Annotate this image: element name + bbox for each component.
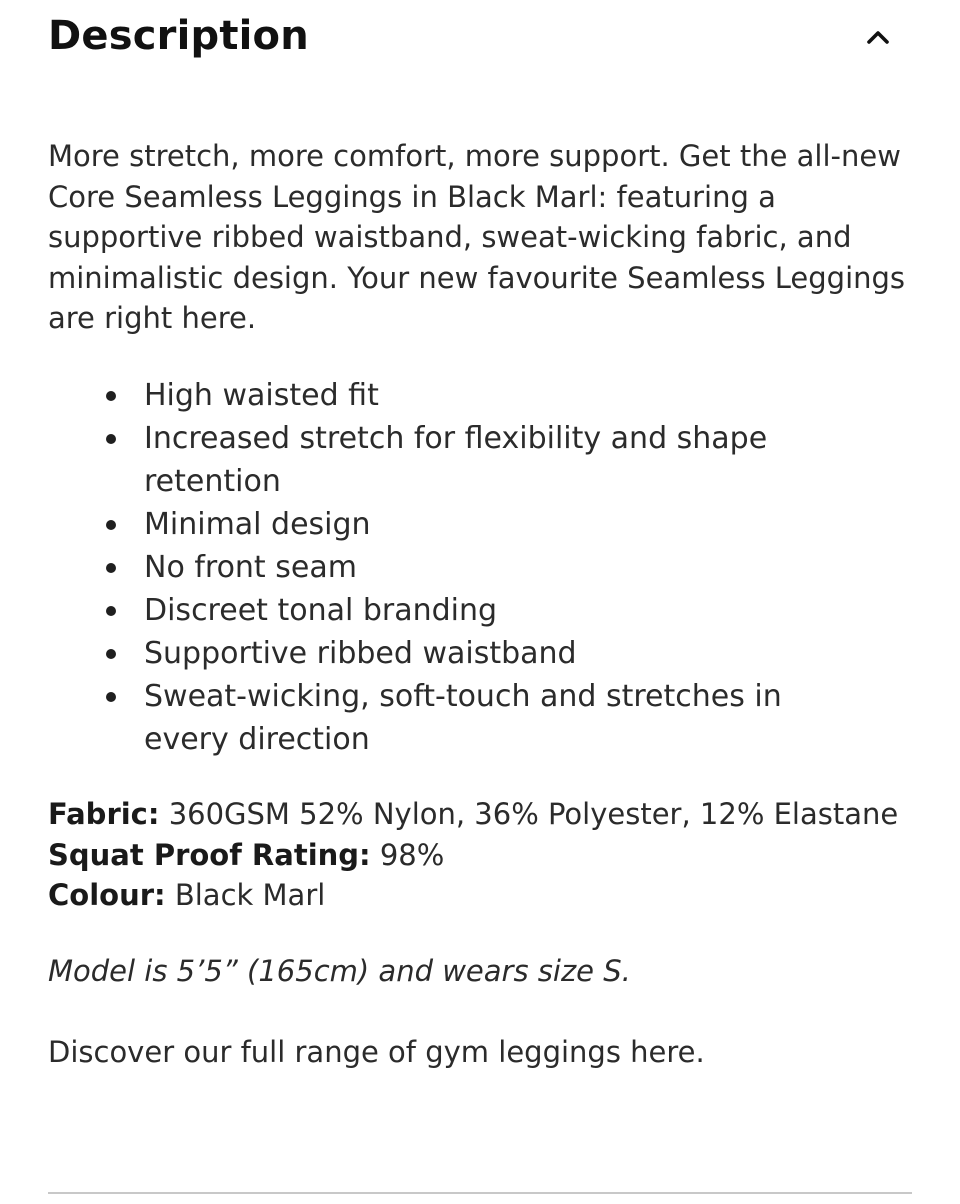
colour-label: Colour: [48,878,166,913]
section-divider [48,1192,912,1194]
description-body [48,136,912,1069]
model-size-note: Model is 5’5” (165cm) and wears size S. [48,954,631,988]
fabric-label: Fabric: [48,797,160,831]
specs-block [48,794,912,916]
feature-item: Minimal design [48,503,844,546]
discover-range-text: Discover our full range of gym leggings here. [48,1035,705,1069]
feature-item: No front seam [48,546,844,589]
feature-item: Supportive ribbed waistband [48,632,844,675]
squat-proof-label: Squat Proof Rating: [48,837,371,872]
section-title: Description [48,13,309,59]
feature-item: Discreet tonal branding [48,589,844,632]
squat-proof-spec [48,835,912,876]
feature-item: High waisted fit [48,374,844,417]
description-accordion-header[interactable] [48,0,912,80]
squat-proof-value: 98% [379,837,445,872]
feature-item: Increased stretch for flexibility and shape retention [48,417,844,503]
colour-spec [48,875,912,916]
intro-paragraph: More stretch, more comfort, more support. Get the all-new Core Seamless Leggings in Black Marl: featuring a supportive ribbed waistband, sweat-wicking fabric, and minimalistic design. Your new favourite Seamless Leggings are right here. [48,139,906,336]
feature-item: Sweat-wicking, soft-touch and stretches in every direction [48,675,844,761]
colour-value: Black Marl [174,878,326,913]
feature-list [48,374,912,761]
fabric-spec [48,794,912,835]
description-panel [48,0,912,1204]
fabric-value: 360GSM 52% Nylon, 36% Polyester, 12% Elastane [168,797,899,831]
chevron-up-icon[interactable] [864,24,892,52]
